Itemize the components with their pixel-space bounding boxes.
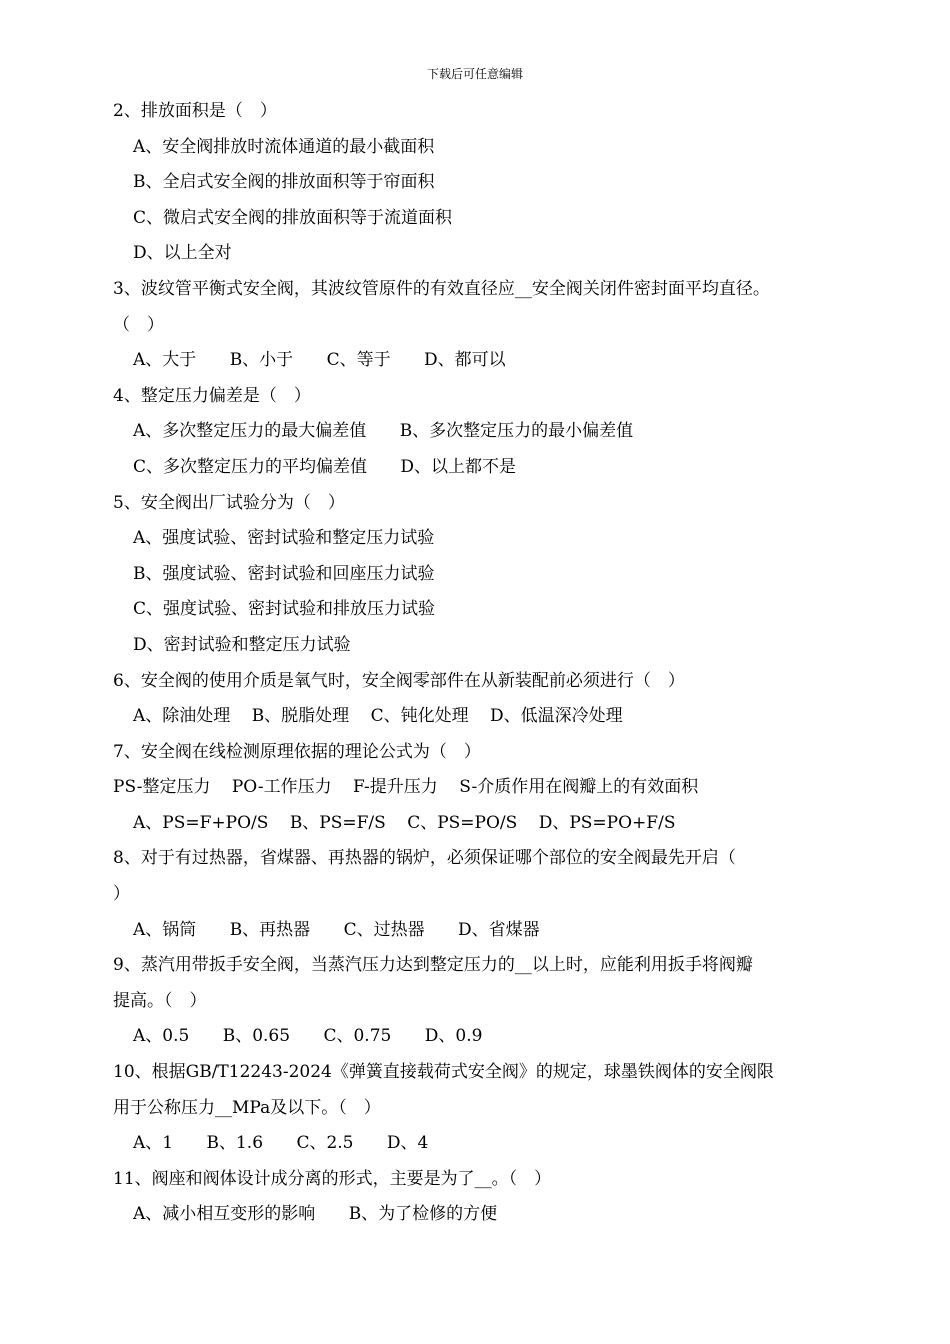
question-8-continuation: ）: [113, 884, 130, 905]
option-row: [113, 1197, 873, 1233]
option-a: A、PS=F+PO/S: [133, 812, 269, 833]
option-c: C、过热器: [343, 919, 425, 940]
option-a: A、1: [133, 1133, 174, 1154]
option-line: C、强度试验、密封试验和排放压力试验: [133, 599, 436, 620]
option-row: [113, 1019, 873, 1055]
option-b: B、再热器: [229, 919, 311, 940]
option-b: B、小于: [229, 350, 294, 371]
option-row: [113, 343, 873, 379]
legend-po: PO-工作压力: [231, 777, 332, 798]
question-9: 9、蒸汽用带扳手安全阀，当蒸汽压力达到整定压力的__以上时，应能利用扳手将阀瓣: [113, 955, 753, 976]
option-c: C、钝化处理: [370, 706, 469, 727]
question-5: 5、安全阀出厂试验分为（ ）: [113, 492, 345, 513]
option-b: B、0.65: [222, 1026, 291, 1047]
option-a: A、多次整定压力的最大偏差值: [133, 421, 367, 442]
question-9-continuation: 提高。（ ）: [113, 990, 207, 1011]
option-line: B、强度试验、密封试验和回座压力试验: [133, 563, 435, 584]
option-a: A、除油处理: [133, 706, 231, 727]
option-line: C、微启式安全阀的排放面积等于流道面积: [133, 207, 453, 228]
option-a: A、减小相互变形的影响: [133, 1204, 316, 1225]
option-d: D、PS=PO+F/S: [538, 812, 676, 833]
question-10: 10、根据GB/T12243-2024《弹簧直接载荷式安全阀》的规定，球墨铁阀体的安全阀限: [113, 1062, 774, 1083]
question-3-continuation: （ ）: [113, 314, 164, 335]
option-line: B、全启式安全阀的排放面积等于帘面积: [133, 172, 435, 193]
option-d: D、低温深冷处理: [490, 706, 623, 727]
option-d: D、都可以: [424, 350, 506, 371]
option-b: B、1.6: [206, 1133, 264, 1154]
option-b: B、多次整定压力的最小偏差值: [399, 421, 634, 442]
question-4: 4、整定压力偏差是（ ）: [113, 385, 311, 406]
option-b: B、为了检修的方便: [348, 1204, 498, 1225]
option-row: [113, 913, 873, 949]
option-b: B、脱脂处理: [251, 706, 350, 727]
option-b: B、PS=F/S: [289, 812, 386, 833]
question-10-continuation: 用于公称压力__MPa及以下。（ ）: [113, 1097, 381, 1118]
option-c: C、0.75: [323, 1026, 392, 1047]
option-d: D、以上都不是: [400, 456, 517, 477]
option-row: [113, 450, 873, 486]
legend-s: S-介质作用在阀瓣上的有效面积: [459, 777, 699, 798]
option-a: A、锅筒: [133, 919, 197, 940]
option-row: [113, 699, 873, 735]
option-c: C、多次整定压力的平均偏差值: [133, 456, 368, 477]
option-a: A、0.5: [133, 1026, 190, 1047]
option-row: [113, 1126, 873, 1162]
option-line: A、安全阀排放时流体通道的最小截面积: [133, 136, 435, 157]
option-d: D、0.9: [424, 1026, 483, 1047]
option-d: D、省煤器: [458, 919, 540, 940]
question-11: 11、阀座和阀体设计成分离的形式，主要是为了__。（ ）: [113, 1168, 552, 1189]
option-c: C、等于: [326, 350, 391, 371]
question-6: 6、安全阀的使用介质是氧气时，安全阀零部件在从新装配前必须进行（ ）: [113, 670, 685, 691]
option-row: [113, 414, 873, 450]
question-7: 7、安全阀在线检测原理依据的理论公式为（ ）: [113, 741, 481, 762]
question-2: 2、排放面积是（ ）: [113, 101, 277, 121]
legend-f: F-提升压力: [353, 777, 438, 798]
legend-ps: PS-整定压力: [113, 777, 211, 798]
question-list: [113, 94, 873, 1233]
option-line: D、密封试验和整定压力试验: [133, 634, 351, 655]
option-line: D、以上全对: [133, 243, 232, 264]
page-header: 下载后可任意编辑: [426, 67, 523, 81]
option-c: C、2.5: [296, 1133, 354, 1154]
option-row: [113, 806, 873, 842]
option-line: A、强度试验、密封试验和整定压力试验: [133, 528, 435, 549]
question-8: 8、对于有过热器，省煤器、再热器的锅炉，必须保证哪个部位的安全阀最先开启（: [113, 848, 736, 869]
formula-legend: [113, 770, 873, 806]
question-3: 3、波纹管平衡式安全阀，其波纹管原件的有效直径应__安全阀关闭件密封面平均直径。: [113, 278, 770, 299]
option-c: C、PS=PO/S: [407, 812, 518, 833]
option-a: A、大于: [133, 350, 197, 371]
option-d: D、4: [386, 1133, 429, 1154]
